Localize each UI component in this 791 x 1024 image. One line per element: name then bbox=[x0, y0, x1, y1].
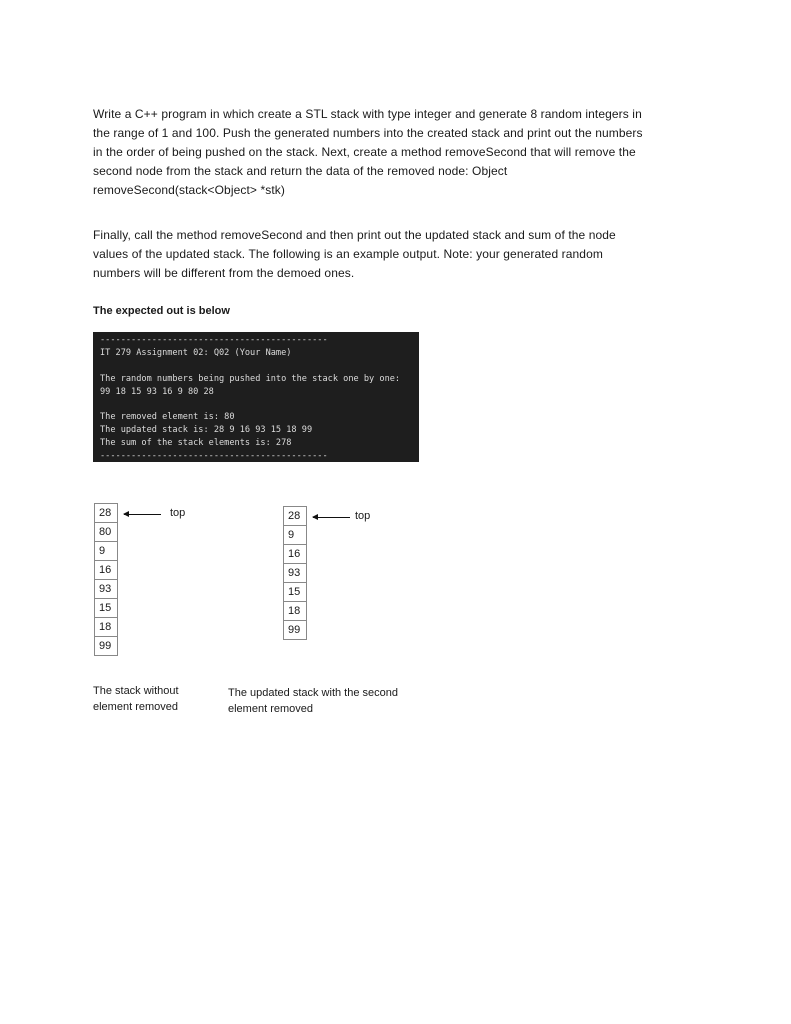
stack-cell: 9 bbox=[284, 526, 307, 545]
stack-cell: 16 bbox=[95, 561, 118, 580]
stack-cell: 99 bbox=[95, 637, 118, 656]
text-line: second node from the stack and return the data of the removed node: Object bbox=[93, 164, 508, 178]
stack-cell: 18 bbox=[95, 618, 118, 637]
console-updated: The updated stack is: 28 9 16 93 15 18 99 bbox=[100, 425, 313, 436]
stack-cell: 99 bbox=[284, 621, 307, 640]
text-line: Finally, call the method removeSecond and then print out the updated stack and sum of the node bbox=[93, 228, 616, 242]
top-arrow-icon bbox=[124, 514, 161, 515]
text-line: values of the updated stack. The following is an example output. Note: your generated random bbox=[93, 247, 603, 261]
text-line: numbers will be different from the demoed ones. bbox=[93, 266, 355, 280]
console-removed: The removed element is: 80 bbox=[100, 412, 235, 423]
console-output bbox=[93, 332, 419, 462]
intro-paragraph bbox=[93, 105, 693, 200]
console-blank-line bbox=[100, 399, 419, 412]
console-title: IT 279 Assignment 02: Q02 (Your Name) bbox=[100, 347, 292, 358]
console-push-values: 99 18 15 93 16 9 80 28 bbox=[100, 386, 214, 397]
text-line: removeSecond(stack<Object> *stk) bbox=[93, 183, 285, 197]
stack-cell: 93 bbox=[95, 580, 118, 599]
console-separator-bottom: -------------------------------------------- bbox=[100, 451, 328, 462]
stack-cell: 15 bbox=[95, 599, 118, 618]
caption-line: The stack without bbox=[93, 685, 179, 697]
finally-paragraph bbox=[93, 226, 693, 283]
stack-cell: 80 bbox=[95, 523, 118, 542]
console-push-label: The random numbers being pushed into the stack one by one: bbox=[100, 373, 401, 384]
text-line: Write a C++ program in which create a STL stack with type integer and generate 8 random integers in bbox=[93, 107, 642, 121]
original-stack-caption bbox=[93, 683, 179, 715]
console-sum: The sum of the stack elements is: 278 bbox=[100, 438, 292, 449]
stack-cell: 16 bbox=[284, 545, 307, 564]
updated-stack-diagram bbox=[283, 506, 307, 640]
text-line: in the order of being pushed on the stack. Next, create a method removeSecond that will remove the bbox=[93, 145, 636, 159]
expected-output-heading: The expected out is below bbox=[93, 305, 230, 317]
updated-stack-caption bbox=[228, 685, 398, 717]
stack-cell: 28 bbox=[284, 507, 307, 526]
console-separator-top: -------------------------------------------- bbox=[100, 335, 328, 345]
stack-cell: 28 bbox=[95, 504, 118, 523]
stack-cell: 9 bbox=[95, 542, 118, 561]
top-label: top bbox=[170, 507, 186, 519]
stack-cell: 15 bbox=[284, 583, 307, 602]
caption-line: element removed bbox=[93, 701, 178, 713]
top-label: top bbox=[355, 510, 371, 522]
caption-line: element removed bbox=[228, 703, 313, 715]
stack-cell: 93 bbox=[284, 564, 307, 583]
text-line: the range of 1 and 100. Push the generated numbers into the created stack and print out the numbers bbox=[93, 126, 643, 140]
top-arrow-icon bbox=[313, 517, 350, 518]
console-blank-line bbox=[100, 360, 419, 373]
original-stack-diagram bbox=[94, 503, 118, 656]
caption-line: The updated stack with the second bbox=[228, 687, 398, 699]
stack-cell: 18 bbox=[284, 602, 307, 621]
